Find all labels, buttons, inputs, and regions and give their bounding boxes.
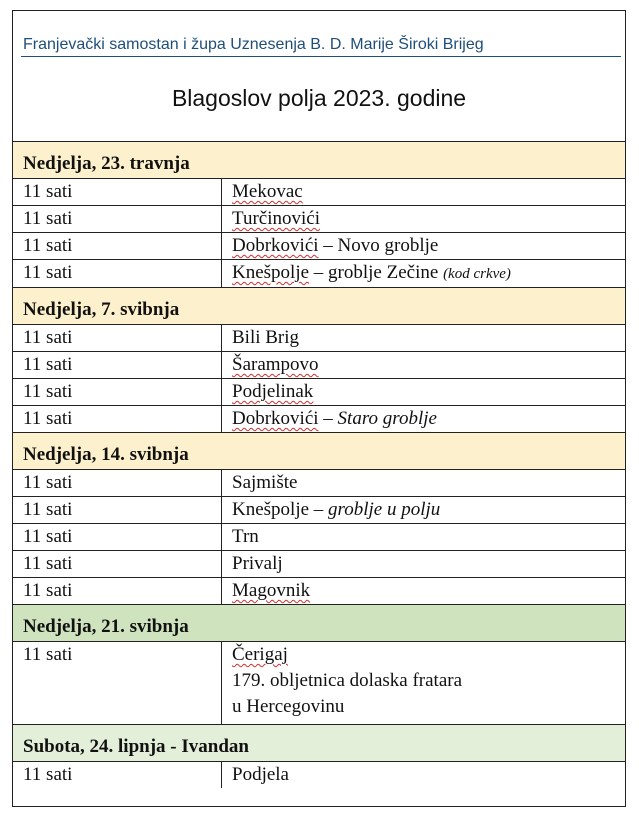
section-header: [13, 433, 625, 470]
time-cell: 11 sati: [13, 325, 222, 352]
place-cell: [222, 379, 626, 406]
place-cell: [222, 325, 626, 352]
time-cell: 11 sati: [13, 642, 222, 725]
table-row: [13, 578, 625, 605]
section-header: [13, 288, 625, 325]
time-cell: 11 sati: [13, 497, 222, 524]
table-row: [13, 325, 625, 352]
header-divider: [21, 56, 621, 57]
place-cell: [222, 524, 626, 551]
place-name: Mekovac: [232, 181, 303, 202]
time-cell: 11 sati: [13, 179, 222, 206]
table-row: [13, 379, 625, 406]
time-cell: 11 sati: [13, 551, 222, 578]
place-cell: [222, 642, 626, 725]
place-name: Šarampovo: [232, 354, 319, 375]
place-cell: [222, 206, 626, 233]
section-day: Nedjelja, 7. svibnja: [13, 288, 625, 325]
place-name: Bili Brig: [232, 327, 300, 348]
place-cell: [222, 578, 626, 605]
table-row: [13, 179, 625, 206]
time-cell: 11 sati: [13, 524, 222, 551]
place-name: Magovnik: [232, 580, 311, 601]
table-row: [13, 352, 625, 379]
place-name: Turčinovići: [232, 208, 320, 229]
time-cell: 11 sati: [13, 470, 222, 497]
place-suffix: – groblje Zečine: [313, 262, 439, 283]
section-day: Nedjelja, 14. svibnja: [13, 433, 625, 470]
place-cell: [222, 470, 626, 497]
place-line-2: 179. obljetnica dolaska fratara: [232, 670, 463, 691]
table-row: [13, 497, 625, 524]
section-day: Subota, 24. lipnja - Ivandan: [13, 725, 625, 762]
place-detail: Staro groblje: [337, 408, 437, 429]
place-line-3: u Hercegovinu: [232, 696, 345, 717]
place-name: Knešpolje: [232, 262, 310, 283]
place-cell: [222, 762, 626, 789]
place-name: Dobrkovići: [232, 408, 319, 429]
schedule-table: [13, 141, 625, 788]
table-row: [13, 406, 625, 433]
time-cell: 11 sati: [13, 352, 222, 379]
place-cell: [222, 551, 626, 578]
place-name: Knešpolje: [232, 499, 310, 520]
table-row: [13, 642, 625, 725]
table-row: [13, 260, 625, 288]
table-row: [13, 470, 625, 497]
time-cell: 11 sati: [13, 260, 222, 288]
document-header: [13, 11, 625, 142]
table-row: [13, 233, 625, 260]
document-page: [12, 10, 626, 807]
section-header: [13, 725, 625, 762]
place-detail: groblje u polju: [328, 499, 441, 520]
place-note: (kod crkve): [443, 266, 511, 282]
table-row: [13, 551, 625, 578]
place-cell: [222, 179, 626, 206]
time-cell: 11 sati: [13, 379, 222, 406]
place-name: Privalj: [232, 553, 283, 574]
table-row: [13, 762, 625, 789]
table-row: [13, 524, 625, 551]
section-day: Nedjelja, 21. svibnja: [13, 605, 625, 642]
section-header: [13, 605, 625, 642]
place-suffix: – Novo groblje: [323, 235, 439, 256]
place-name: Čerigaj: [232, 644, 288, 665]
place-cell: [222, 352, 626, 379]
place-name: Podjelinak: [232, 381, 314, 402]
place-cell: [222, 260, 626, 288]
place-name: Podjela: [232, 764, 289, 785]
time-cell: 11 sati: [13, 233, 222, 260]
time-cell: 11 sati: [13, 406, 222, 433]
table-row: [13, 206, 625, 233]
place-suffix: –: [323, 408, 333, 429]
section-day: Nedjelja, 23. travnja: [13, 142, 625, 179]
place-name: Sajmište: [232, 472, 298, 493]
time-cell: 11 sati: [13, 578, 222, 605]
section-header: [13, 142, 625, 179]
page-title: Blagoslov polja 2023. godine: [171, 85, 467, 111]
place-cell: [222, 233, 626, 260]
place-suffix: –: [313, 499, 324, 520]
place-name: Trn: [232, 526, 259, 547]
place-cell: [222, 406, 626, 433]
place-cell: [222, 497, 626, 524]
organization-name: Franjevački samostan i župa Uznesenja B. D. Marije Široki Brijeg: [23, 36, 484, 53]
place-name: Dobrkovići: [232, 235, 319, 256]
time-cell: 11 sati: [13, 206, 222, 233]
time-cell: 11 sati: [13, 762, 222, 789]
